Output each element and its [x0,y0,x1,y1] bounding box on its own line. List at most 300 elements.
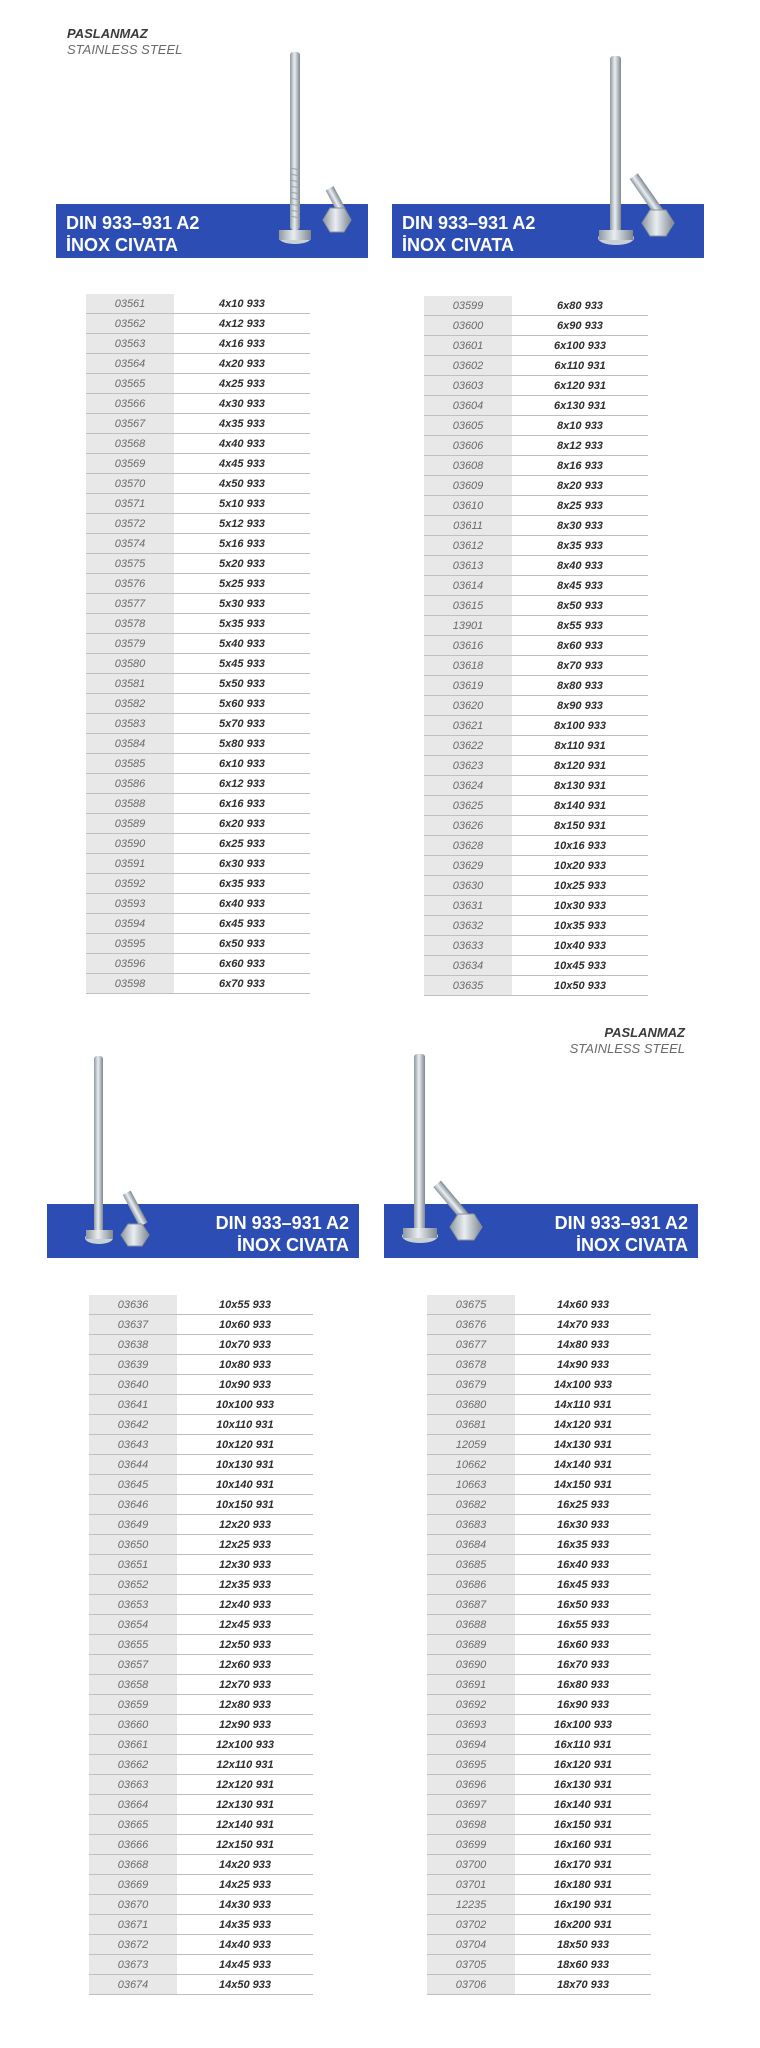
product-code: 03579 [86,634,174,654]
product-spec: 16x160 931 [515,1835,651,1855]
table-row [424,636,648,656]
table-row [89,1595,313,1615]
table-row [427,1955,651,1975]
brand-label-bottom [560,1025,685,1057]
product-code: 03639 [89,1355,177,1375]
table-row [427,1755,651,1775]
table-row [89,1615,313,1635]
table-row [427,1455,651,1475]
table-row [424,356,648,376]
product-code: 03655 [89,1635,177,1655]
product-spec: 5x20 933 [174,554,310,574]
product-spec: 10x140 931 [177,1475,313,1495]
table-row [86,794,310,814]
product-code: 03705 [427,1955,515,1975]
product-code: 03619 [424,676,512,696]
table-row [89,1555,313,1575]
table-row [89,1955,313,1975]
table-row [424,336,648,356]
product-code: 03634 [424,956,512,976]
product-code: 03595 [86,934,174,954]
product-spec: 16x55 933 [515,1615,651,1635]
product-spec: 8x35 933 [512,536,648,556]
table-row [424,976,648,996]
product-spec: 8x16 933 [512,456,648,476]
product-code: 03659 [89,1695,177,1715]
table-row [86,714,310,734]
product-spec: 8x80 933 [512,676,648,696]
product-code: 03562 [86,314,174,334]
table-row [424,616,648,636]
product-code: 03649 [89,1515,177,1535]
product-code: 03578 [86,614,174,634]
table-row [424,416,648,436]
product-spec: 12x40 933 [177,1595,313,1615]
product-code: 03577 [86,594,174,614]
table-row [89,1715,313,1735]
product-code: 03620 [424,696,512,716]
product-spec: 14x130 931 [515,1435,651,1455]
product-spec: 14x110 931 [515,1395,651,1415]
product-code: 03594 [86,914,174,934]
table-row [427,1875,651,1895]
product-code: 03680 [427,1395,515,1415]
product-spec: 5x30 933 [174,594,310,614]
banner-subtitle: İNOX CIVATA [66,235,178,255]
banner-subtitle: İNOX CIVATA [402,235,514,255]
product-code: 03598 [86,974,174,994]
table-row [86,814,310,834]
product-code: 03561 [86,294,174,314]
product-spec: 6x100 933 [512,336,648,356]
product-code: 13901 [424,616,512,636]
table-row [89,1335,313,1355]
table-row [424,556,648,576]
product-code: 10662 [427,1455,515,1475]
product-code: 03581 [86,674,174,694]
product-spec: 12x150 931 [177,1835,313,1855]
table-row [89,1295,313,1315]
product-spec: 12x60 933 [177,1655,313,1675]
product-code: 03658 [89,1675,177,1695]
product-spec: 14x90 933 [515,1355,651,1375]
table-row [89,1535,313,1555]
product-code: 03675 [427,1295,515,1315]
product-spec: 16x80 933 [515,1675,651,1695]
brand-label-top [67,26,182,58]
product-spec: 10x45 933 [512,956,648,976]
table-row [424,456,648,476]
product-code: 03611 [424,516,512,536]
product-table-3 [89,1295,313,1995]
table-row [86,314,310,334]
product-code: 03704 [427,1935,515,1955]
product-spec: 6x90 933 [512,316,648,336]
product-spec: 5x10 933 [174,494,310,514]
table-row [86,354,310,374]
product-code: 03693 [427,1715,515,1735]
banner-title: DIN 933–931 A2 [402,213,536,233]
product-spec: 5x70 933 [174,714,310,734]
table-row [427,1975,651,1995]
table-row [427,1815,651,1835]
product-spec: 16x120 931 [515,1755,651,1775]
product-spec: 10x25 933 [512,876,648,896]
product-code: 03589 [86,814,174,834]
table-row [427,1355,651,1375]
table-row [86,494,310,514]
product-spec: 12x80 933 [177,1695,313,1715]
table-row [424,476,648,496]
product-code: 03593 [86,894,174,914]
product-code: 03669 [89,1875,177,1895]
product-spec: 5x12 933 [174,514,310,534]
product-spec: 8x40 933 [512,556,648,576]
product-code: 03582 [86,694,174,714]
product-code: 03601 [424,336,512,356]
table-row [89,1655,313,1675]
table-row [86,634,310,654]
product-code: 03651 [89,1555,177,1575]
table-row [89,1855,313,1875]
product-spec: 5x35 933 [174,614,310,634]
product-code: 03686 [427,1575,515,1595]
product-code: 03645 [89,1475,177,1495]
table-row [89,1915,313,1935]
table-row [427,1295,651,1315]
product-code: 03637 [89,1315,177,1335]
product-spec: 16x45 933 [515,1575,651,1595]
table-row [424,576,648,596]
table-row [424,296,648,316]
product-spec: 10x120 931 [177,1435,313,1455]
table-row [86,394,310,414]
product-spec: 14x25 933 [177,1875,313,1895]
product-spec: 6x110 931 [512,356,648,376]
product-spec: 14x140 931 [515,1455,651,1475]
table-row [89,1755,313,1775]
product-code: 03677 [427,1335,515,1355]
table-row [89,1835,313,1855]
table-row [424,716,648,736]
table-row [86,854,310,874]
product-spec: 6x60 933 [174,954,310,974]
table-row [427,1535,651,1555]
product-spec: 10x35 933 [512,916,648,936]
product-code: 03631 [424,896,512,916]
product-code: 03706 [427,1975,515,1995]
product-spec: 12x20 933 [177,1515,313,1535]
table-row [86,674,310,694]
table-row [427,1595,651,1615]
table-row [427,1775,651,1795]
table-row [89,1495,313,1515]
product-table-2 [424,296,648,996]
product-code: 03640 [89,1375,177,1395]
brand-line-2: STAINLESS STEEL [569,1041,685,1056]
product-code: 10663 [427,1475,515,1495]
table-row [424,696,648,716]
product-code: 03570 [86,474,174,494]
product-code: 03564 [86,354,174,374]
product-code: 03690 [427,1655,515,1675]
product-spec: 8x70 933 [512,656,648,676]
product-spec: 5x45 933 [174,654,310,674]
product-code: 03616 [424,636,512,656]
product-spec: 8x110 931 [512,736,648,756]
product-code: 03629 [424,856,512,876]
product-code: 03698 [427,1815,515,1835]
product-code: 03612 [424,536,512,556]
product-code: 03661 [89,1735,177,1755]
table-row [424,516,648,536]
product-code: 03653 [89,1595,177,1615]
product-code: 03674 [89,1975,177,1995]
product-spec: 10x30 933 [512,896,648,916]
product-spec: 12x100 933 [177,1735,313,1755]
brand-line-1: PASLANMAZ [604,1025,685,1040]
table-row [427,1395,651,1415]
product-spec: 12x110 931 [177,1755,313,1775]
table-row [424,496,648,516]
product-spec: 14x40 933 [177,1935,313,1955]
product-code: 03688 [427,1615,515,1635]
table-row [424,956,648,976]
product-code: 03596 [86,954,174,974]
table-row [427,1855,651,1875]
product-code: 03624 [424,776,512,796]
table-row [427,1435,651,1455]
product-spec: 10x55 933 [177,1295,313,1315]
product-code: 03592 [86,874,174,894]
banner-subtitle: İNOX CIVATA [576,1235,688,1255]
table-row [86,654,310,674]
product-spec: 8x10 933 [512,416,648,436]
product-spec: 8x25 933 [512,496,648,516]
table-row [427,1615,651,1635]
table-row [427,1335,651,1355]
product-code: 03633 [424,936,512,956]
product-spec: 12x50 933 [177,1635,313,1655]
table-row [89,1415,313,1435]
table-row [427,1315,651,1335]
product-spec: 10x20 933 [512,856,648,876]
table-row [427,1495,651,1515]
table-row [427,1935,651,1955]
product-code: 03603 [424,376,512,396]
product-code: 03673 [89,1955,177,1975]
product-code: 03584 [86,734,174,754]
product-code: 03685 [427,1555,515,1575]
product-spec: 8x100 933 [512,716,648,736]
product-spec: 10x130 931 [177,1455,313,1475]
table-row [427,1735,651,1755]
product-code: 03700 [427,1855,515,1875]
table-row [86,694,310,714]
product-code: 03588 [86,794,174,814]
table-row [424,596,648,616]
product-code: 03644 [89,1455,177,1475]
product-spec: 16x190 931 [515,1895,651,1915]
product-code: 03568 [86,434,174,454]
product-code: 03613 [424,556,512,576]
product-spec: 14x20 933 [177,1855,313,1875]
product-spec: 5x16 933 [174,534,310,554]
table-row [89,1455,313,1475]
product-spec: 12x90 933 [177,1715,313,1735]
table-row [86,754,310,774]
product-code: 03590 [86,834,174,854]
table-row [427,1415,651,1435]
product-code: 03638 [89,1335,177,1355]
table-row [424,536,648,556]
product-spec: 8x130 931 [512,776,648,796]
product-code: 03665 [89,1815,177,1835]
product-spec: 8x150 931 [512,816,648,836]
product-code: 03566 [86,394,174,414]
table-row [427,1835,651,1855]
table-row [424,816,648,836]
product-spec: 12x120 931 [177,1775,313,1795]
product-spec: 10x100 933 [177,1395,313,1415]
table-row [424,396,648,416]
product-spec: 16x180 931 [515,1875,651,1895]
product-code: 03692 [427,1695,515,1715]
product-spec: 4x16 933 [174,334,310,354]
bolt-product-image [400,1050,490,1250]
product-spec: 10x60 933 [177,1315,313,1335]
table-row [86,614,310,634]
product-code: 03575 [86,554,174,574]
banner-title: DIN 933–931 A2 [554,1213,688,1233]
product-spec: 8x12 933 [512,436,648,456]
product-code: 03697 [427,1795,515,1815]
table-row [86,554,310,574]
product-code: 03563 [86,334,174,354]
product-code: 03621 [424,716,512,736]
product-code: 03626 [424,816,512,836]
product-spec: 12x70 933 [177,1675,313,1695]
table-row [89,1675,313,1695]
product-code: 03682 [427,1495,515,1515]
product-spec: 16x130 931 [515,1775,651,1795]
product-code: 03622 [424,736,512,756]
product-spec: 16x200 931 [515,1915,651,1935]
product-spec: 8x60 933 [512,636,648,656]
table-row [424,896,648,916]
product-code: 03605 [424,416,512,436]
table-row [89,1975,313,1995]
product-code: 03606 [424,436,512,456]
product-spec: 10x70 933 [177,1335,313,1355]
product-spec: 14x80 933 [515,1335,651,1355]
product-spec: 10x80 933 [177,1355,313,1375]
product-spec: 14x45 933 [177,1955,313,1975]
product-code: 03663 [89,1775,177,1795]
table-row [86,894,310,914]
product-spec: 16x50 933 [515,1595,651,1615]
product-spec: 4x45 933 [174,454,310,474]
table-row [89,1395,313,1415]
product-code: 03650 [89,1535,177,1555]
table-row [427,1575,651,1595]
table-row [86,734,310,754]
table-row [89,1895,313,1915]
product-spec: 10x150 931 [177,1495,313,1515]
product-code: 03609 [424,476,512,496]
table-row [424,316,648,336]
product-spec: 8x120 931 [512,756,648,776]
bolt-product-image [82,1052,172,1250]
product-code: 03643 [89,1435,177,1455]
table-row [89,1775,313,1795]
product-spec: 12x25 933 [177,1535,313,1555]
table-row [424,436,648,456]
table-row [427,1475,651,1495]
product-spec: 4x40 933 [174,434,310,454]
table-row [89,1315,313,1335]
product-spec: 6x12 933 [174,774,310,794]
product-code: 03567 [86,414,174,434]
table-row [424,676,648,696]
table-row [424,936,648,956]
table-row [86,954,310,974]
product-code: 03569 [86,454,174,474]
product-code: 03694 [427,1735,515,1755]
product-code: 03585 [86,754,174,774]
product-code: 03687 [427,1595,515,1615]
product-code: 03625 [424,796,512,816]
product-code: 03689 [427,1635,515,1655]
product-code: 03654 [89,1615,177,1635]
product-spec: 8x20 933 [512,476,648,496]
product-spec: 6x16 933 [174,794,310,814]
table-row [89,1635,313,1655]
table-row [424,916,648,936]
product-spec: 16x140 931 [515,1795,651,1815]
product-spec: 16x35 933 [515,1535,651,1555]
table-row [89,1795,313,1815]
product-code: 03591 [86,854,174,874]
product-code: 03668 [89,1855,177,1875]
product-spec: 12x35 933 [177,1575,313,1595]
product-spec: 18x50 933 [515,1935,651,1955]
table-row [86,974,310,994]
table-row [89,1815,313,1835]
product-spec: 6x80 933 [512,296,648,316]
table-row [424,376,648,396]
table-row [427,1655,651,1675]
product-spec: 5x80 933 [174,734,310,754]
table-row [86,414,310,434]
product-code: 03632 [424,916,512,936]
table-row [424,656,648,676]
banner-subtitle: İNOX CIVATA [237,1235,349,1255]
brand-line-2: STAINLESS STEEL [67,42,183,57]
table-row [86,294,310,314]
table-row [427,1795,651,1815]
product-spec: 6x120 931 [512,376,648,396]
product-code: 03565 [86,374,174,394]
product-spec: 10x90 933 [177,1375,313,1395]
table-row [427,1375,651,1395]
product-spec: 4x12 933 [174,314,310,334]
product-spec: 4x35 933 [174,414,310,434]
brand-line-1: PASLANMAZ [67,26,148,41]
product-table-4 [427,1295,651,1995]
product-code: 03699 [427,1835,515,1855]
product-code: 03702 [427,1915,515,1935]
